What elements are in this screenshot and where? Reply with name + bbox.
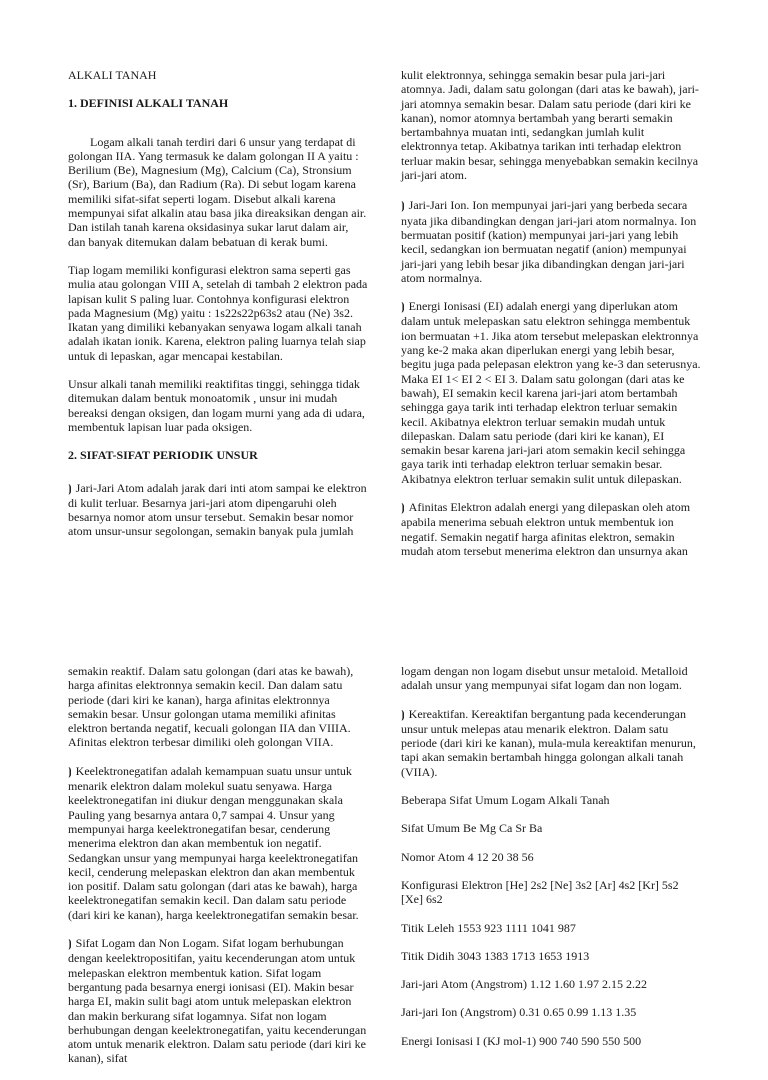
table-row: Titik Didih 3043 1383 1713 1653 1913 (401, 948, 590, 963)
section-heading-sifat-periodik: 2. SIFAT-SIFAT PERIODIK UNSUR (68, 448, 258, 463)
bullet-paragraph (401, 707, 701, 779)
table-row: Konfigurasi Elektron [He] 2s2 [Ne] 3s2 [Ar] 4s2 [Kr] 5s2 [Xe] 6s2 (401, 877, 679, 907)
page2-column-left (68, 664, 368, 1080)
page2-column-right (401, 664, 701, 1062)
page1-column-left (68, 68, 368, 553)
bullet-icon: ⦘ (68, 765, 72, 778)
bullet-text: Afinitas Elektron adalah energi yang dilepaskan oleh atom apabila menerima sebuah elektron untuk membentuk ion negatif. Semakin negatif harga afinitas elektron, semakin mudah atom tersebut menerima elektron dan unsurnya akan (401, 500, 691, 558)
bullet-text: Energi Ionisasi (EI) adalah energi yang diperlukan atom dalam untuk melepaskan satu elektron sehingga membentuk ion bermuatan +1. Jika atom tersebut melepaskan elektronnya yang ke-2 maka akan diperlukan energi yang lebih besar, begitu juga pada pelepasan elektron yang ke-3 dan seterusnya. Maka EI 1< EI 2 < EI 3. Dalam satu golongan (dari atas ke bawah), EI semakin kecil karena jari-jari atom bertambah sehingga gaya tarik inti terhadap elektron terluar semakin kecil. Akibatnya elektron terluar semakin mudah untuk dilepaskan. Dalam satu periode (dari kiri ke kanan), EI semakin besar karena jari-jari atom semakin kecil sehingga gaya tarik inti terhadap elektron terluar semakin besar. Akibatnya elektron terluar semakin sulit untuk dilepaskan. (401, 299, 701, 486)
bullet-text: Jari-Jari Atom adalah jarak dari inti atom sampai ke elektron di kulit terluar. Besarnya jari-jari atom dipengaruhi oleh besarnya nomor atom unsur tersebut. Semakin besar nomor atom unsur-unsur segolongan, semakin banyak pula jumlah (68, 480, 367, 539)
bullet-text: Kereaktifan. Kereaktifan bergantung pada kecenderungan unsur untuk melepas atau menarik elektron. Dalam satu periode (dari kiri ke kanan), mula-mula kereaktifan menurun, tapi akan semakin bertambah hingga golongan alkali tanah (VIIA). (401, 706, 696, 779)
bullet-icon: ⦘ (401, 200, 405, 213)
paragraph: logam dengan non logam disebut unsur metaloid. Metalloid adalah unsur yang mempunyai sifat logam dan non logam. (401, 664, 688, 693)
bullet-paragraph (68, 481, 368, 539)
bullet-paragraph (401, 299, 701, 486)
bullet-icon: ⦘ (401, 708, 405, 721)
paragraph: Logam alkali tanah terdiri dari 6 unsur yang terdapat di golongan IIA. Yang termasuk ke dalam golongan II A yaitu : Berilium (Be), Magnesium (Mg), Calcium (Ca), Stronsium (Sr), Barium (Ba), dan Radium (Ra). Di sebut logam karena memiliki sifat-sifat seperti logam. Disebut alkali karena mempunyai sifat alkalin atau basa jika direaksikan dengan air. Dan istilah tanah karena oksidasinya sukar larut dalam air, dan banyak ditemukan dalam bebatuan di kerak bumi. (68, 134, 367, 249)
document-title: ALKALI TANAH (68, 68, 157, 82)
table-row: Energi Ionisasi I (KJ mol-1) 900 740 590 550 500 (401, 1033, 642, 1048)
bullet-icon: ⦘ (401, 502, 405, 515)
page-gap (0, 562, 768, 642)
table-row: Nomor Atom 4 12 20 38 56 (401, 849, 534, 864)
bullet-icon: ⦘ (68, 482, 72, 495)
table-row: Jari-jari Ion (Angstrom) 0.31 0.65 0.99 1.13 1.35 (401, 1005, 637, 1020)
paragraph: Unsur alkali tanah memiliki reaktifitas tinggi, sehingga tidak ditemukan dalam bentuk monoatomik , unsur ini mudah bereaksi dengan oksigen, dan logam murni yang ada di udara, membentuk lapisan luar pada oksigen. (68, 377, 365, 434)
bullet-icon: ⦘ (401, 301, 405, 314)
section-heading-definisi: 1. DEFINISI ALKALI TANAH (68, 96, 229, 111)
table-row: Sifat Umum Be Mg Ca Sr Ba (401, 821, 543, 836)
bullet-text: Keelektronegatifan adalah kemampuan suatu unsur untuk menarik elektron dalam molekul suatu senyawa. Harga keelektronegatifan ini diukur dengan menggunakan skala Pauling yang besarnya antara 0,7 sampai 4. Unsur yang mempunyai harga keelektronegatifan besar, cenderung menerima elektron dan akan membentuk ion negatif. Sedangkan unsur yang mempunyai harga keelektronegatifan kecil, cenderung melepaskan elektron dan akan membentuk ion positif. Dalam satu golongan (dari atas ke bawah), harga keelektronegatifan semakin kecil. Dan dalam satu periode (dari kiri ke kanan), harga keelektronegatifan semakin besar. (68, 763, 359, 922)
bullet-text: Jari-Jari Ion. Ion mempunyai jari-jari yang berbeda secara nyata jika dibandingkan dengan jari-jari atom normalnya. Ion bermuatan positif (kation) mempunyai jari-jari yang lebih kecil, sedangkan ion bermuatan negatif (anion) mempunyai jari-jari yang lebih besar jika dibandingkan dengan jari-jari atom normalnya. (401, 198, 697, 285)
bullet-paragraph (68, 936, 368, 1066)
page1-column-right (401, 68, 701, 572)
bullet-text: Sifat Logam dan Non Logam. Sifat logam berhubungan dengan keelektropositifan, yaitu kecenderungan atom untuk melepaskan elektron membentuk kation. Sifat logam bergantung pada besarnya energi ionisasi (EI). Makin besar harga EI, makin sulit bagi atom untuk melepaskan elektron dan makin berkurang sifat logamnya. Sifat non logam berhubungan dengan keelektronegatifan, yaitu kecenderungan atom untuk menarik elektron. Dalam satu periode (dari kiri ke kanan), sifat (68, 936, 367, 1066)
bullet-paragraph (401, 500, 701, 558)
table-row: Jari-jari Atom (Angstrom) 1.12 1.60 1.97 2.15 2.22 (401, 977, 647, 992)
paragraph: Tiap logam memiliki konfigurasi elektron sama seperti gas mulia atau golongan VIII A, setelah di tambah 2 elektron pada lapisan kulit S paling luar. Contohnya konfigurasi elektron pada Magnesium (Mg) yaitu : 1s22s22p63s2 atau (Ne) 3s2. Ikatan yang dimiliki kebanyakan senyawa logam alkali tanah adalah ikatan ionik. Karena, elektron paling luarnya telah siap untuk di lepaskan, agar mencapai kestabilan. (68, 262, 368, 363)
paragraph: semakin reaktif. Dalam satu golongan (dari atas ke bawah), harga afinitas elektronnya semakin kecil. Dan dalam satu periode (dari kiri ke kanan), harga afinitas elektronnya semakin besar. Unsur golongan utama memiliki afinitas elektron bertanda negatif, kecuali golongan IIA dan VIIIA. Afinitas elektron terbesar dimiliki oleh golongan VIIA. (68, 664, 354, 750)
bullet-paragraph (401, 198, 701, 285)
table-title: Beberapa Sifat Umum Logam Alkali Tanah (401, 793, 610, 808)
table-row: Titik Leleh 1553 923 1111 1041 987 (401, 920, 576, 935)
bullet-icon: ⦘ (68, 938, 72, 951)
paragraph: kulit elektronnya, sehingga semakin besar pula jari-jari atomnya. Jadi, dalam satu golongan (dari atas ke bawah), jari-jari atomnya semakin besar. Dalam satu periode (dari kiri ke kanan), nomor atomnya bertambah yang berarti semakin bertambahnya muatan inti, sedangkan jumlah kulit elektronnya tetap. Akibatnya tarikan inti terhadap elektron terluar makin besar, sehingga menyebabkan semakin kecilnya jari-jari atom. (401, 68, 699, 183)
bullet-paragraph (68, 764, 368, 922)
